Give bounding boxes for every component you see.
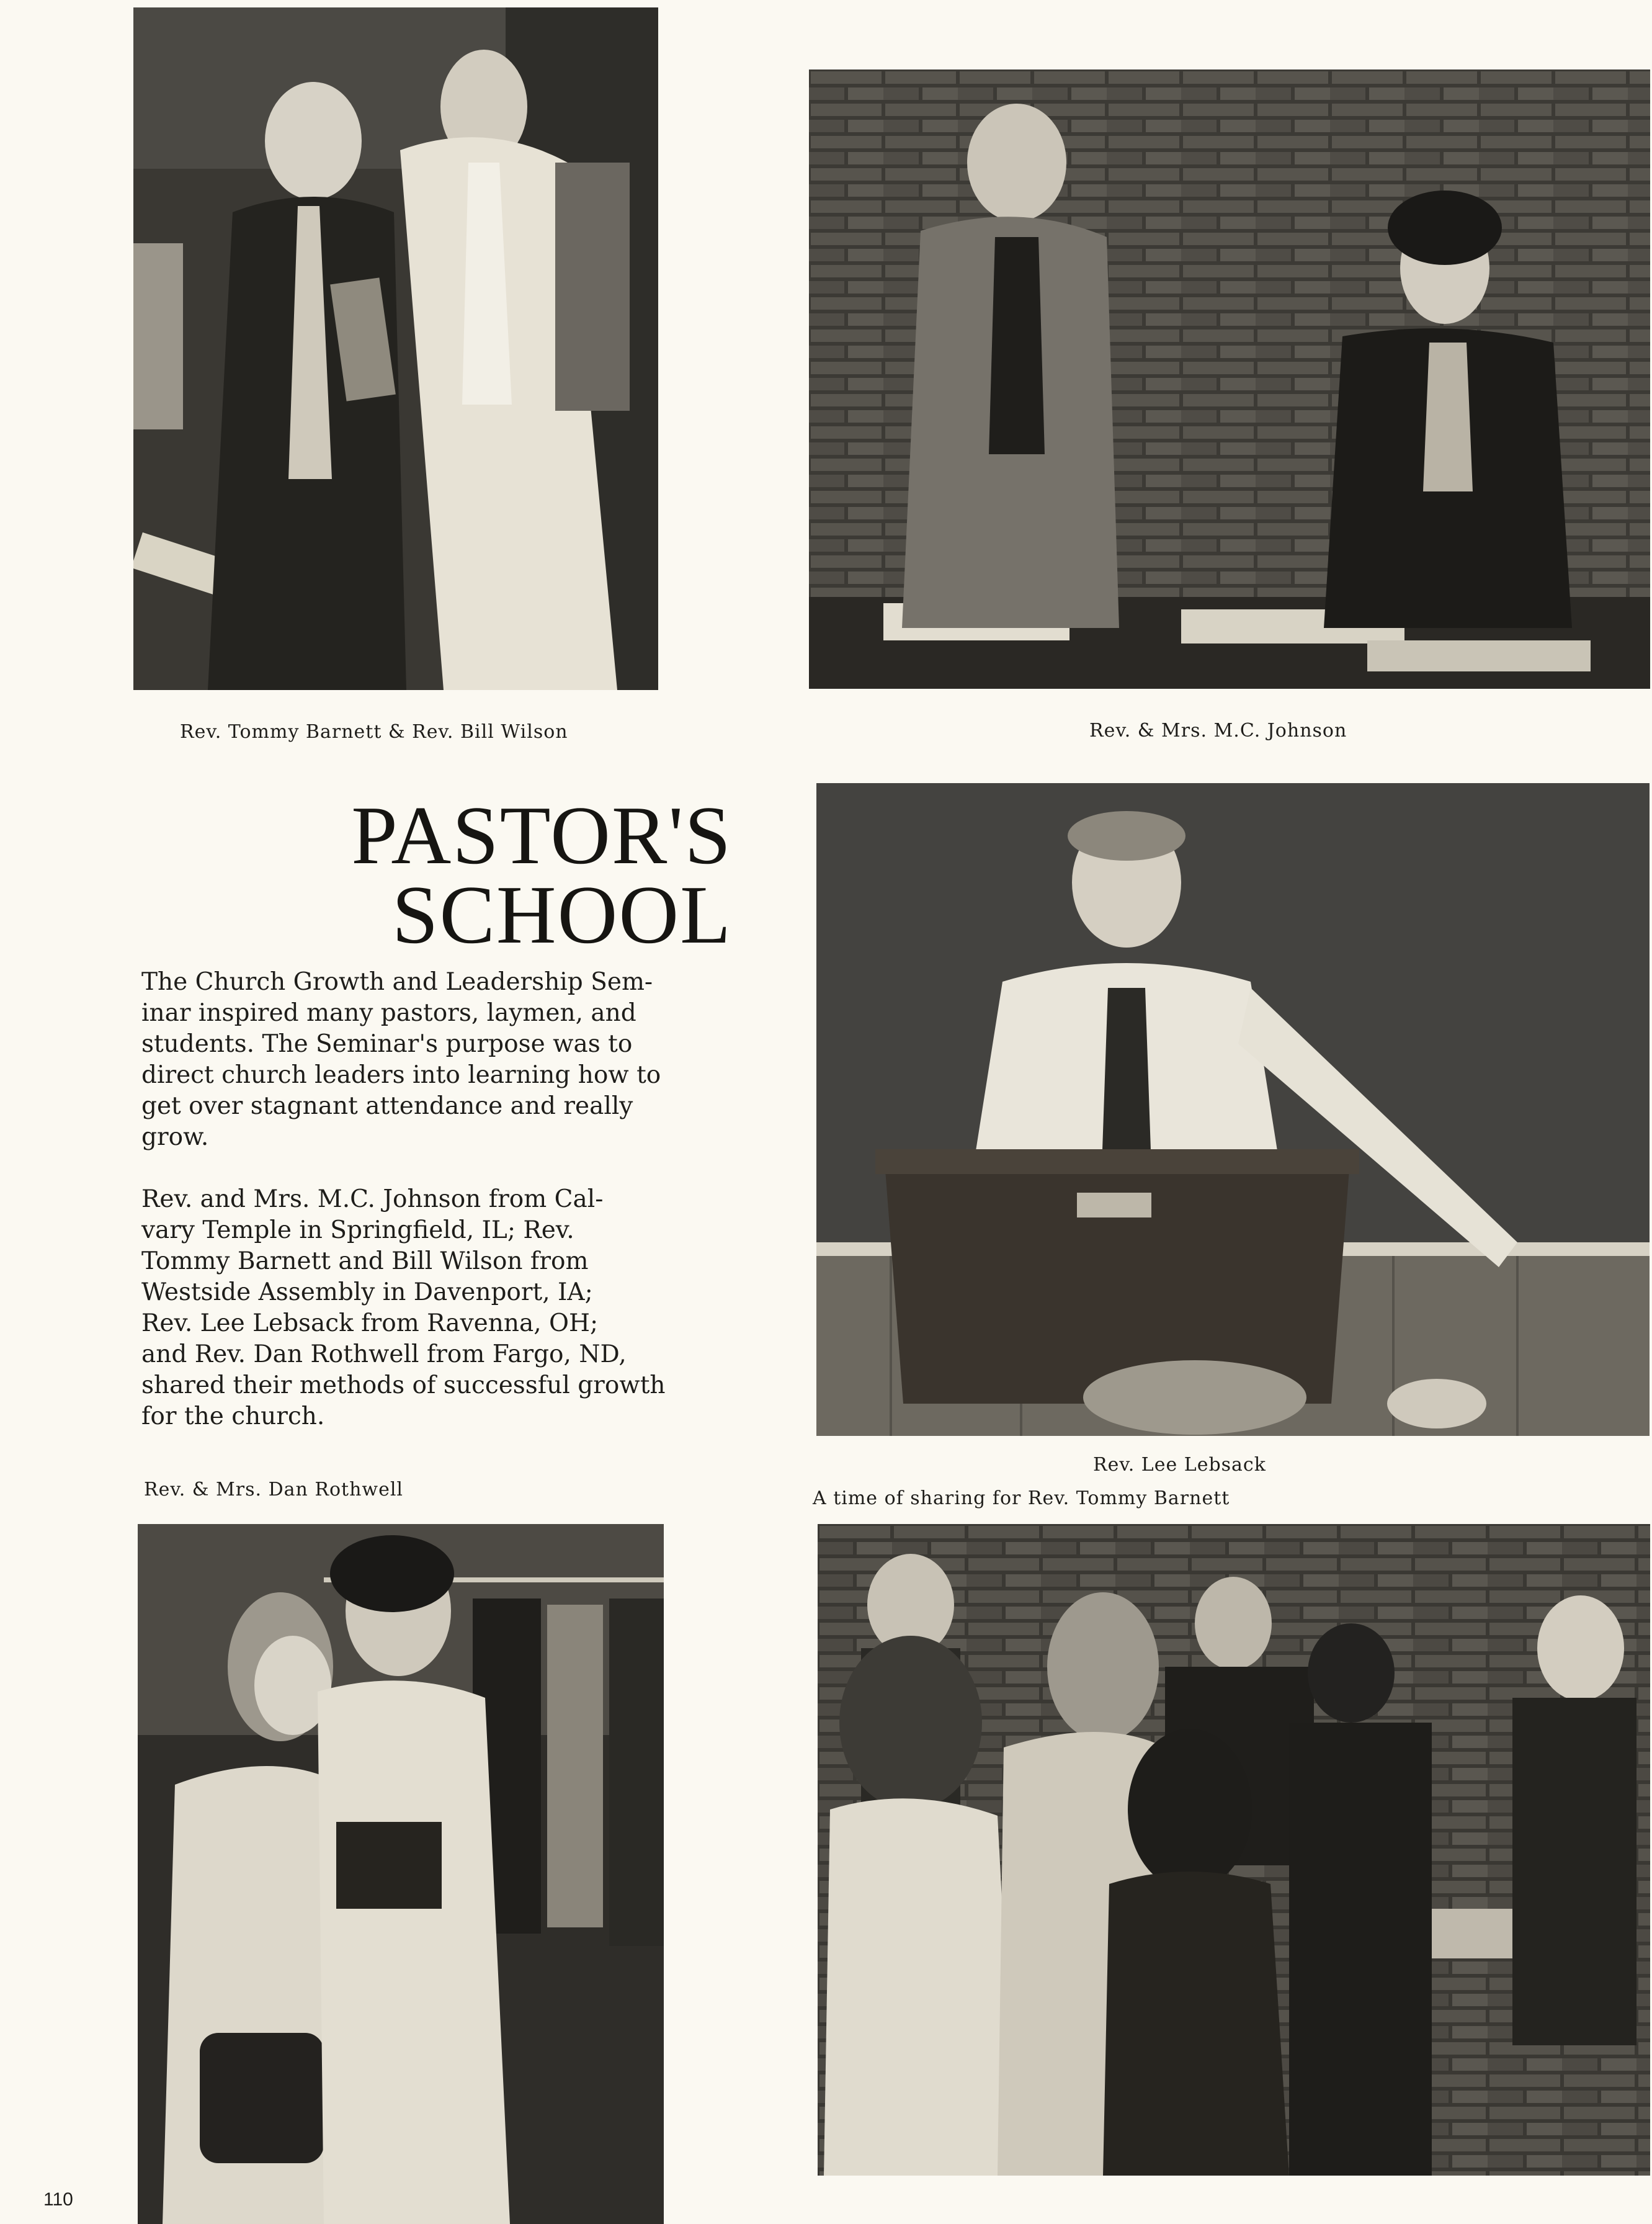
photo-johnson bbox=[809, 70, 1650, 689]
caption-sharing: A time of sharing for Rev. Tommy Barnett bbox=[813, 1487, 1230, 1509]
photo-lebsack-image bbox=[816, 783, 1650, 1436]
caption-rothwell: Rev. & Mrs. Dan Rothwell bbox=[144, 1479, 404, 1500]
caption-johnson: Rev. & Mrs. M.C. Johnson bbox=[1089, 720, 1347, 742]
caption-barnett-wilson: Rev. Tommy Barnett & Rev. Bill Wilson bbox=[180, 721, 568, 743]
photo-lebsack bbox=[816, 783, 1650, 1436]
photo-sharing bbox=[818, 1524, 1650, 2176]
photo-rothwell-image bbox=[138, 1524, 664, 2224]
photo-barnett-wilson-image bbox=[133, 7, 658, 690]
page-title bbox=[298, 789, 732, 961]
page-number: 110 bbox=[43, 2189, 73, 2210]
caption-lebsack: Rev. Lee Lebsack bbox=[1093, 1454, 1266, 1476]
photo-rothwell bbox=[138, 1524, 664, 2224]
body-paragraph-1: The Church Growth and Leadership Sem- inar inspired many pastors, laymen, and students. The Seminar's purpose was to direct church leaders into learning how to get over stagnant attendance and really grow. bbox=[141, 968, 661, 1151]
photo-barnett-wilson bbox=[133, 7, 658, 690]
photo-johnson-image bbox=[809, 70, 1650, 689]
title-line-2: SCHOOL bbox=[391, 869, 732, 961]
title-line-1: PASTOR'S bbox=[351, 789, 732, 881]
photo-sharing-image bbox=[818, 1524, 1650, 2176]
body-paragraph-2: Rev. and Mrs. M.C. Johnson from Cal- vary Temple in Springfield, IL; Rev. Tommy Barnett and Bill Wilson from Westside Assembly in Davenport, IA; Rev. Lee Lebsack from Ravenna, OH; and Rev. Dan Rothwell from Fargo, ND, shared their methods of successful growth for the church. bbox=[141, 1185, 666, 1430]
